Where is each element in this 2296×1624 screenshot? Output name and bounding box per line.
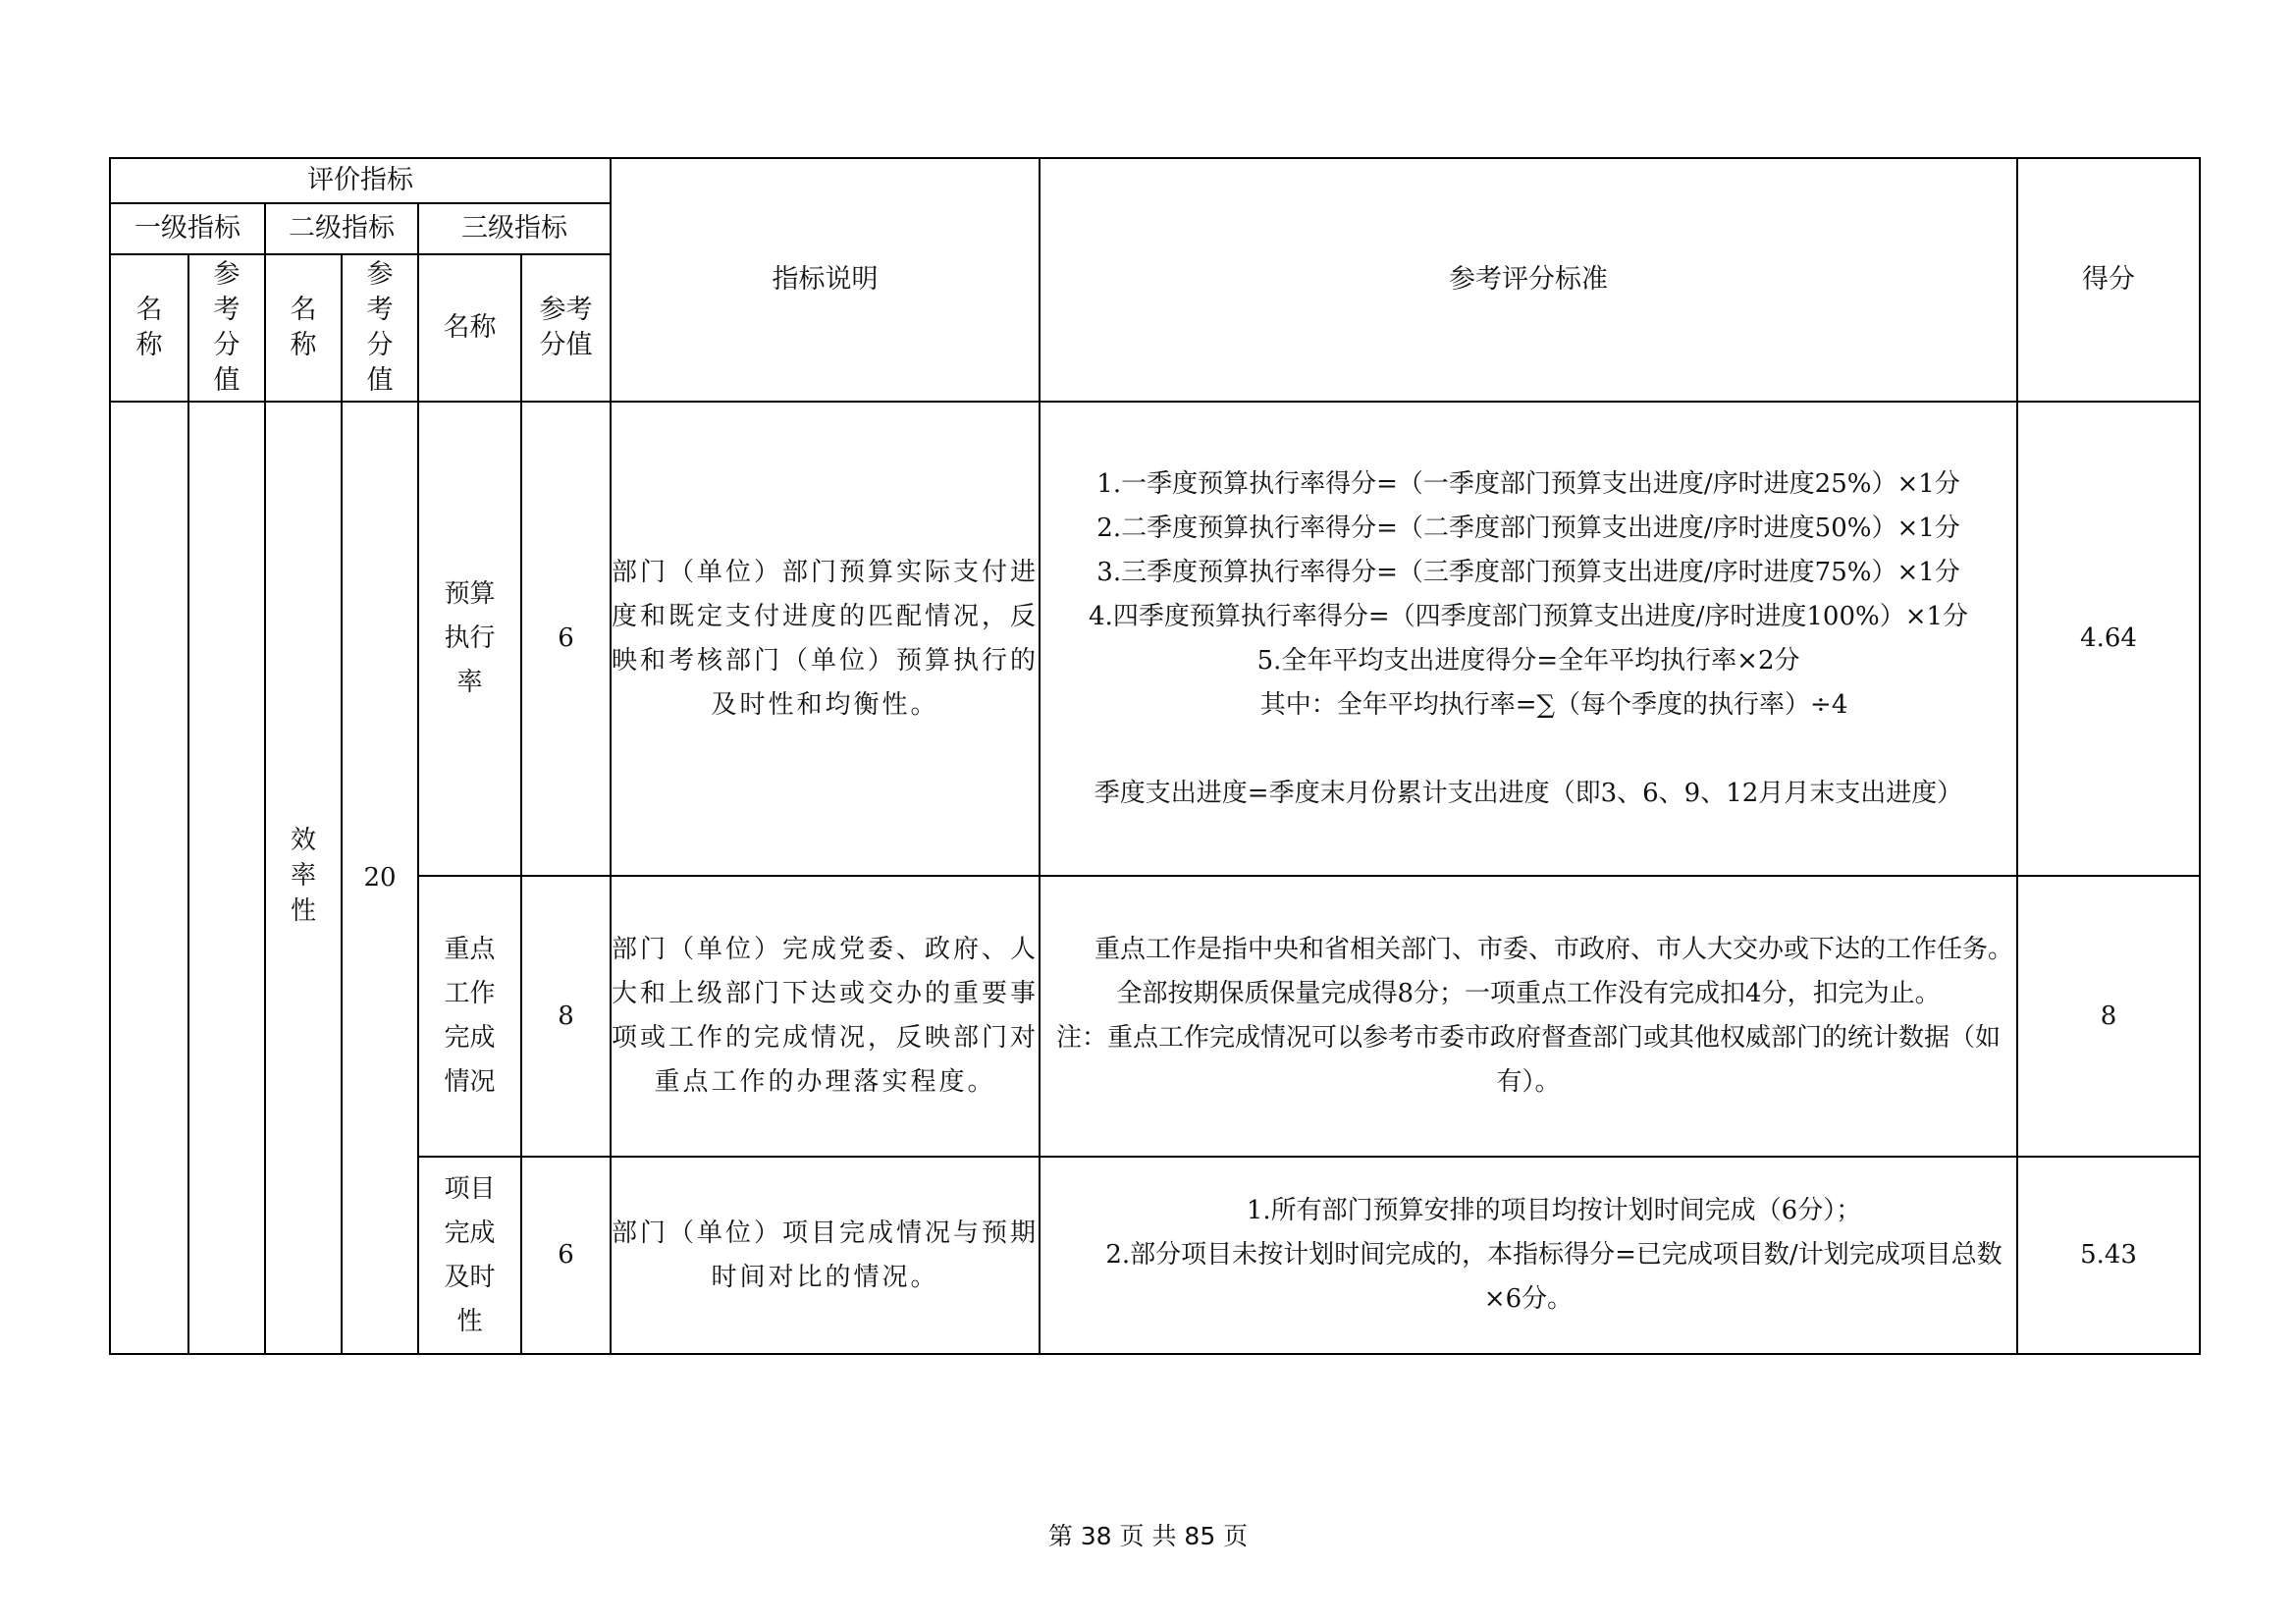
level2-ref-score-cell: 20 <box>342 402 418 1354</box>
indicator-criteria: 重点工作是指中央和省相关部门、市委、市政府、市人大交办或下达的工作任务。全部按期保质保量完成得8分；一项重点工作没有完成扣4分，扣完为止。 注：重点工作完成情况可以参考市委市政府督查部门或其他权威部门的统计数据（如有）。 <box>1040 876 2017 1157</box>
indicator-score: 4.64 <box>2017 402 2200 876</box>
header-level1-ref-score: 参考分值 <box>188 254 265 402</box>
level1-name-cell <box>110 402 188 1354</box>
indicator-name: 预算执行率 <box>418 402 521 876</box>
table-row <box>110 402 2200 876</box>
indicator-ref-score: 8 <box>521 876 611 1157</box>
indicator-score: 8 <box>2017 876 2200 1157</box>
indicator-name: 项目完成及时性 <box>418 1157 521 1354</box>
indicator-ref-score: 6 <box>521 402 611 876</box>
header-score: 得分 <box>2017 158 2200 402</box>
table-row <box>110 1157 2200 1354</box>
header-level1-name: 名称 <box>110 254 188 402</box>
indicator-score: 5.43 <box>2017 1157 2200 1354</box>
header-eval-indicators: 评价指标 <box>110 158 611 203</box>
header-level2-ref-score: 参考分值 <box>342 254 418 402</box>
indicator-criteria: 1.所有部门预算安排的项目均按计划时间完成（6分）； 2.部分项目未按计划时间完成的，本指标得分=已完成项目数/计划完成项目总数×6分。 <box>1040 1157 2017 1354</box>
header-level3-ref-score: 参考分值 <box>521 254 611 402</box>
header-level3-name: 名称 <box>418 254 521 402</box>
indicator-criteria: 1.一季度预算执行率得分=（一季度部门预算支出进度/序时进度25%）×1分 2.二季度预算执行率得分=（二季度部门预算支出进度/序时进度50%）×1分 3.三季度预算执行率得分=（三季度部门预算支出进度/序时进度75%）×1分 4.四季度预算执行率得分=（四季度部门预算支出进度/序时进度100%）×1分 5.全年平均支出进度得分=全年平均执行率×2分 其中：全年平均执行率=∑（每个季度的执行率）÷4 季度支出进度=季度末月份累计支出进度（即3、6、9、12月月末支出进度） <box>1040 402 2017 876</box>
indicator-description: 部门（单位）部门预算实际支付进度和既定支付进度的匹配情况，反映和考核部门（单位）预算执行的及时性和均衡性。 <box>611 402 1040 876</box>
header-level2-name: 名称 <box>265 254 342 402</box>
header-level3: 三级指标 <box>418 203 611 254</box>
level1-ref-score-cell <box>188 402 265 1354</box>
header-criteria: 参考评分标准 <box>1040 158 2017 402</box>
indicator-name: 重点工作完成情况 <box>418 876 521 1157</box>
page-number: 第 38 页 共 85 页 <box>1047 1522 1249 1550</box>
indicator-description: 部门（单位）完成党委、政府、人大和上级部门下达或交办的重要事项或工作的完成情况，反映部门对重点工作的办理落实程度。 <box>611 876 1040 1157</box>
table-row <box>110 876 2200 1157</box>
header-description: 指标说明 <box>611 158 1040 402</box>
header-level1: 一级指标 <box>110 203 265 254</box>
evaluation-table <box>109 157 2201 1355</box>
level2-name-cell: 效率性 <box>265 402 342 1354</box>
indicator-description: 部门（单位）项目完成情况与预期时间对比的情况。 <box>611 1157 1040 1354</box>
indicator-ref-score: 6 <box>521 1157 611 1354</box>
header-level2: 二级指标 <box>265 203 418 254</box>
